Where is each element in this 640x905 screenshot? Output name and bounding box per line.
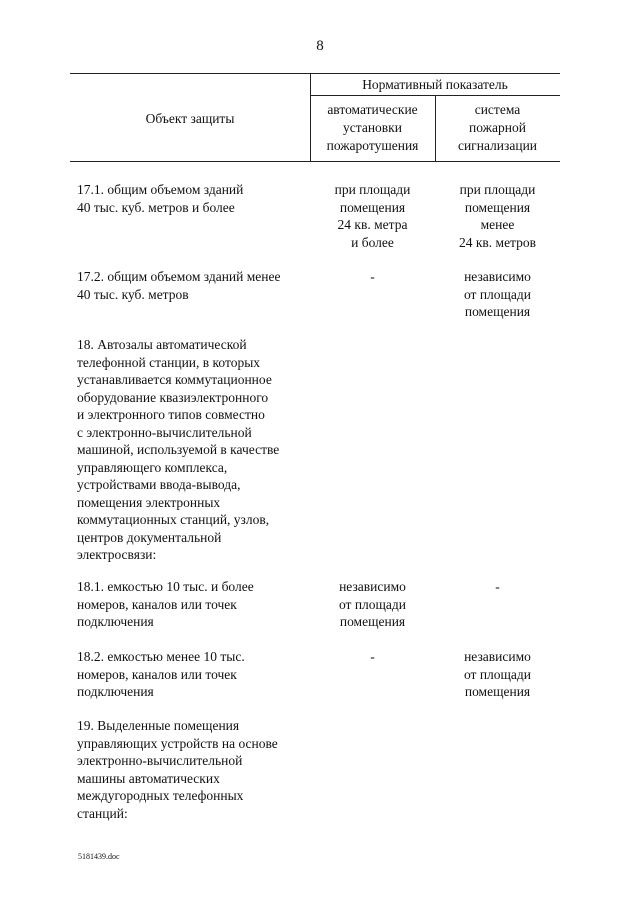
row-19-object: 19. Выделенные помещения управляющих устройств на основе электронно-вычислительной машины автоматических междугородных телефонных станций: (77, 718, 278, 821)
row-18-1-auto: независимо от площади помещения (338, 579, 407, 629)
row-17-2-auto: - (370, 269, 375, 284)
header-object-label: Объект защиты (145, 111, 235, 126)
row-18-1-alarm: - (495, 579, 500, 594)
row-17-1-alarm: при площади помещения менее 24 кв. метров (458, 182, 537, 250)
row-17-1-object: 17.1. общим объемом зданий 40 тыс. куб. метров и более (77, 182, 244, 215)
row-17-2-alarm: независимо от площади помещения (463, 269, 532, 319)
header-col-auto: автоматические установки пожаротушения (326, 102, 419, 153)
header-col-alarm: система пожарной сигнализации (457, 102, 538, 153)
page-number: 8 (316, 38, 324, 54)
row-18-2-object: 18.2. емкостью менее 10 тыс. номеров, каналов или точек подключения (77, 649, 245, 699)
row-18-object: 18. Автозалы автоматической телефонной станции, в которых устанавливается коммутационное оборудование квазиэлектронного и электронного типов совместно с электронно-вычислительной машиной, используемой в качестве управляющего комплекса, устройствами ввода-вывода, помещения электронных коммутационных станций, узлов, центров документальной электросвязи: (77, 337, 280, 562)
table-top-rule (70, 73, 560, 74)
header-bottom-rule (70, 161, 560, 162)
header-normative-label: Нормативный показатель (362, 77, 508, 92)
row-18-2-alarm: независимо от площади помещения (463, 649, 532, 699)
row-17-2-object: 17.2. общим объемом зданий менее 40 тыс. куб. метров (77, 269, 281, 302)
row-17-1-auto: при площади помещения 24 кв. метра и более (334, 182, 411, 250)
row-18-2-auto: - (370, 649, 375, 664)
row-18-1-object: 18.1. емкостью 10 тыс. и более номеров, каналов или точек подключения (77, 579, 254, 629)
footer-filename: 5181439.doc (78, 852, 120, 861)
